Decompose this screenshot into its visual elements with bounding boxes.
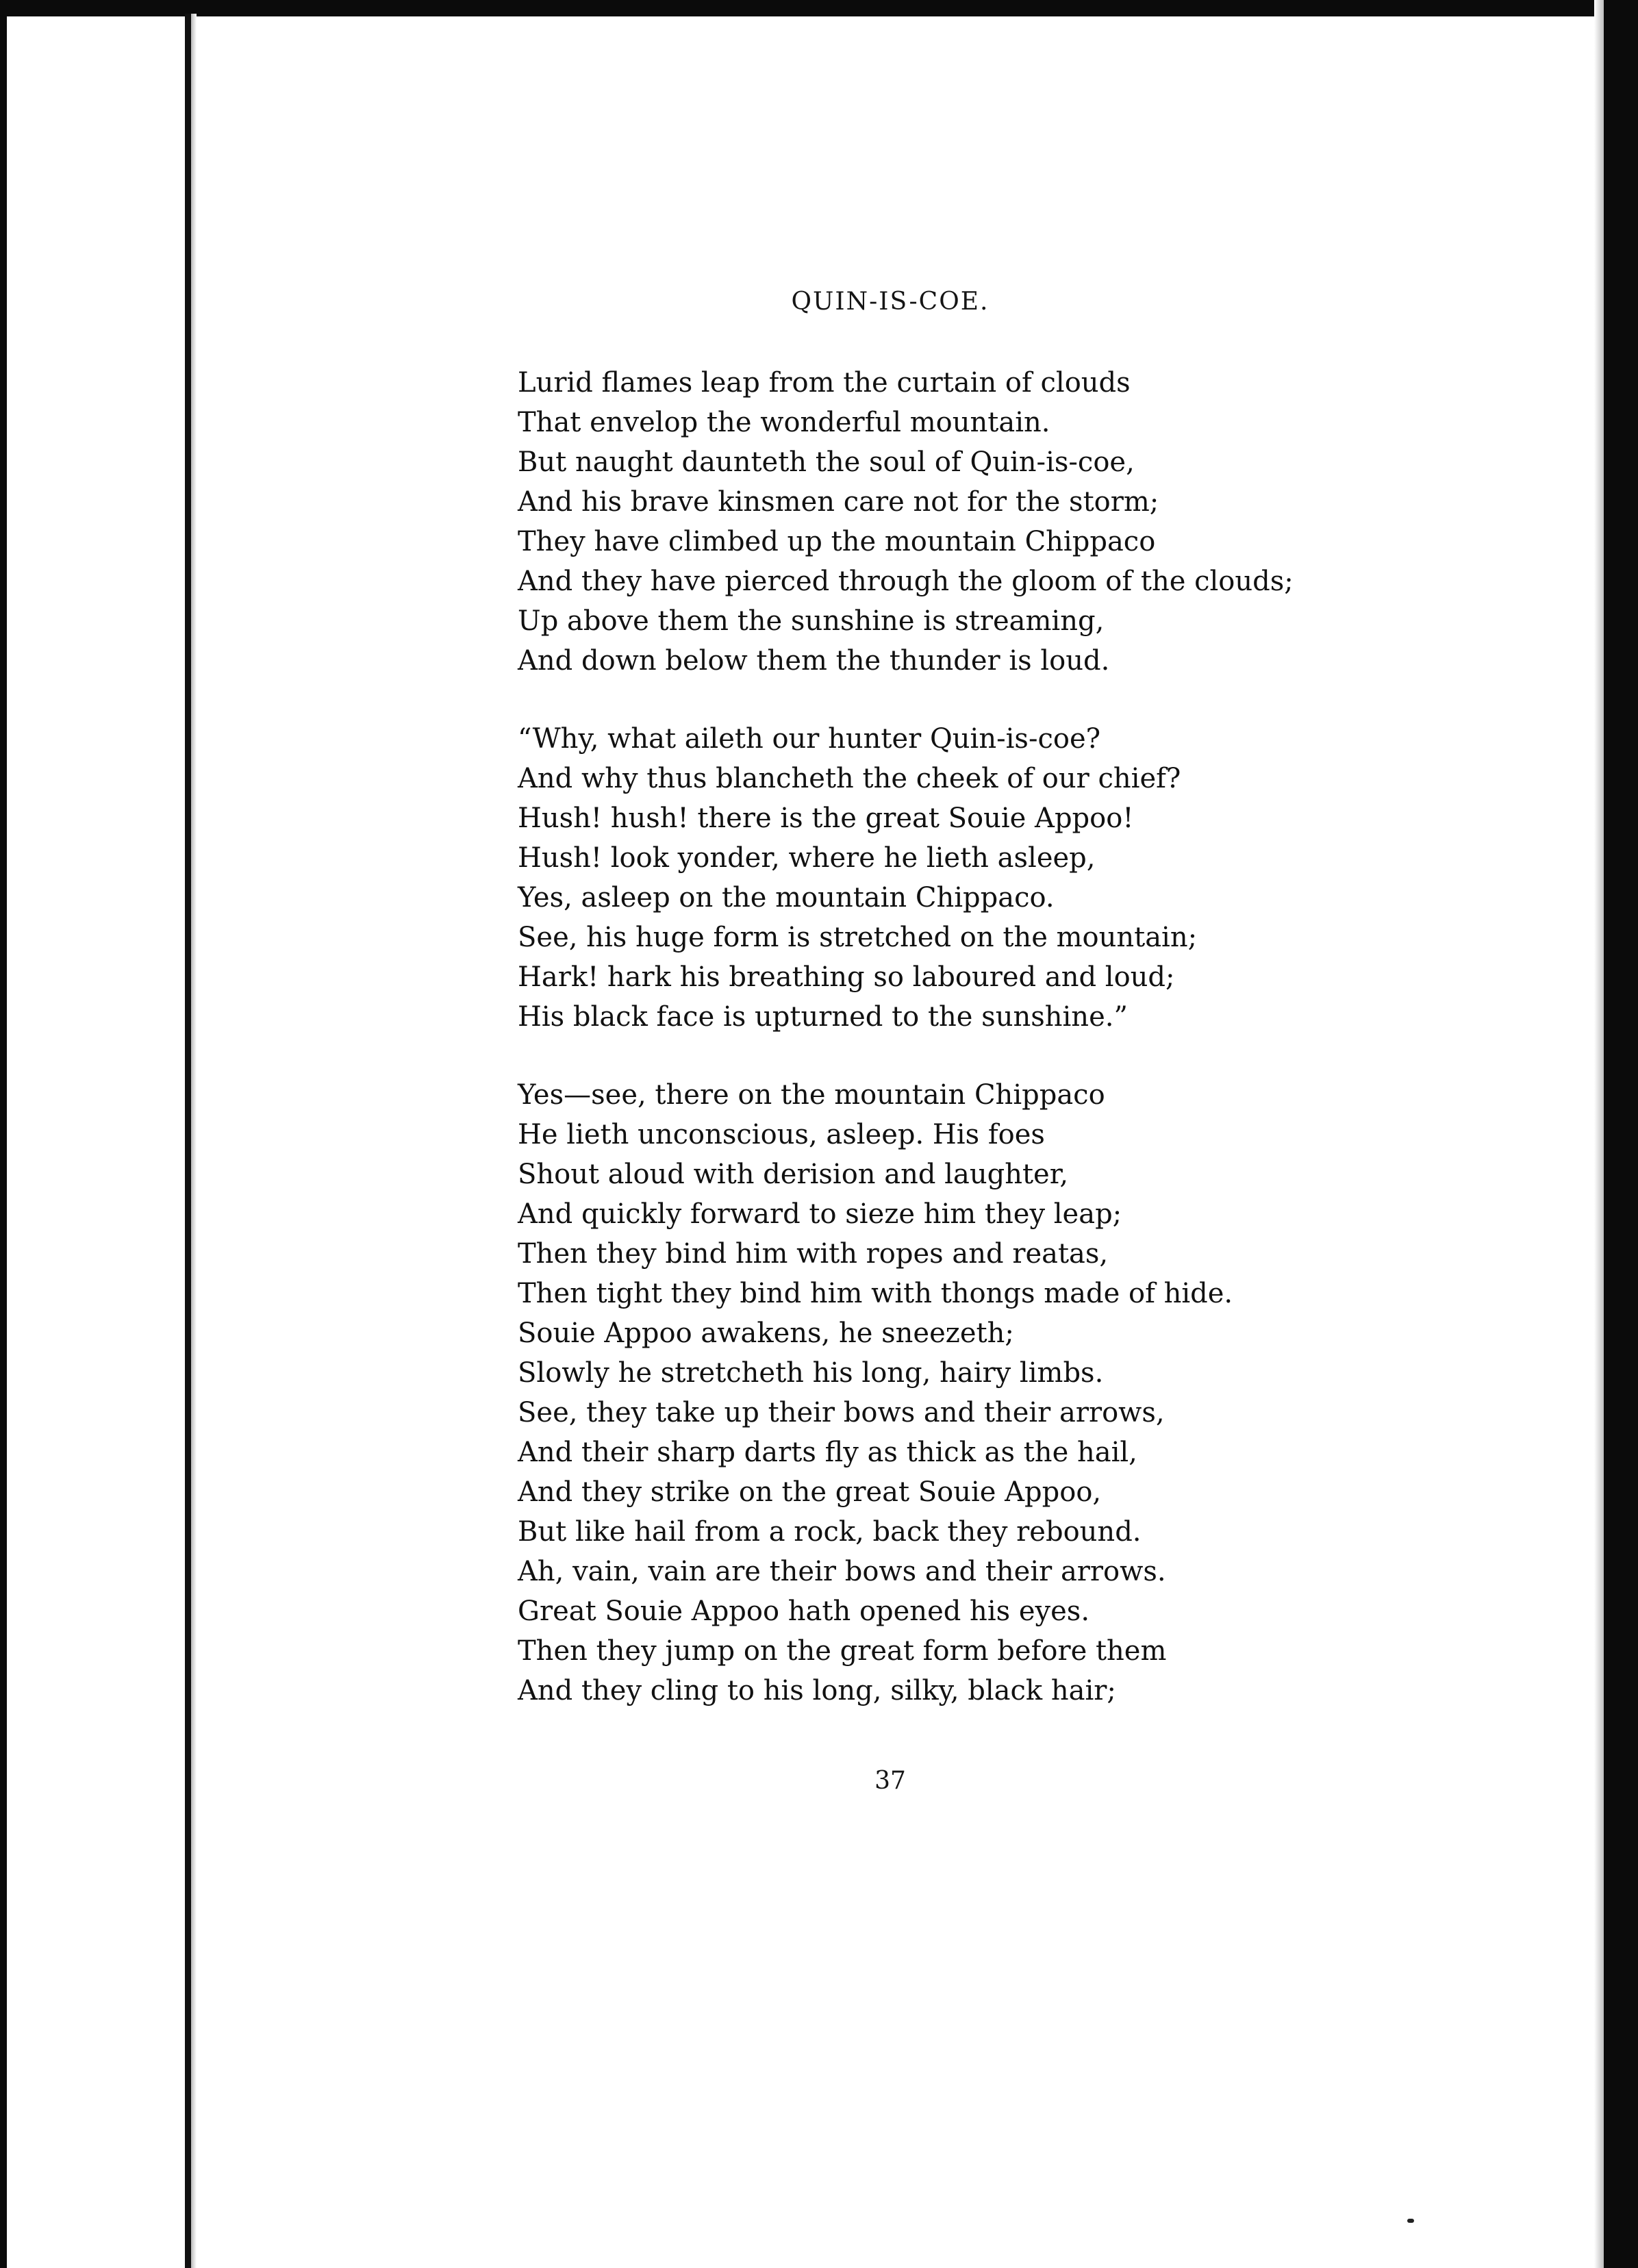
poem-line: Then tight they bind him with thongs made of hide. [518,1278,1233,1309]
poem-line: Great Souie Appoo hath opened his eyes. [518,1596,1090,1627]
stanza-1 [518,363,1339,681]
poem-line: And they strike on the great Souie Appoo, [518,1476,1102,1508]
book-gutter-shadow [191,14,197,2268]
poem-line: Souie Appoo awakens, he sneezeth; [518,1318,1014,1349]
poem-line: “Why, what aileth our hunter Quin-is-coe? [518,723,1101,755]
poem-line: His black face is upturned to the sunshine.” [518,1001,1128,1033]
page-title: QUIN-IS-COE. [791,288,990,316]
scan-top-border [0,0,1638,16]
poem-line: Ah, vain, vain are their bows and their arrows. [518,1556,1166,1587]
poem-line: That envelop the wonderful mountain. [518,407,1050,438]
poem-body [518,363,1339,1749]
poem-line: And quickly forward to sieze him they leap; [518,1198,1122,1230]
poem-line: And down below them the thunder is loud. [518,645,1110,677]
poem-line: But like hail from a rock, back they rebound. [518,1516,1142,1548]
poem-line: Yes—see, there on the mountain Chippaco [518,1079,1105,1111]
poem-line: Hark! hark his breathing so laboured and loud; [518,961,1175,993]
poem-line: See, they take up their bows and their arrows, [518,1397,1165,1428]
poem-line: He lieth unconscious, asleep. His foes [518,1119,1045,1150]
poem-line: Then they bind him with ropes and reatas, [518,1238,1109,1270]
poem-line: Slowly he stretcheth his long, hairy limbs. [518,1357,1104,1389]
page-number: 37 [874,1767,906,1795]
poem-line: And why thus blancheth the cheek of our chief? [518,763,1181,794]
poem-line: Then they jump on the great form before them [518,1635,1167,1667]
poem-line: Shout aloud with derision and laughter, [518,1159,1069,1190]
poem-line: Yes, asleep on the mountain Chippaco. [518,882,1055,914]
poem-line: But naught daunteth the soul of Quin-is-coe, [518,446,1135,478]
poem-line: Lurid flames leap from the curtain of clouds [518,367,1131,399]
poem-line: They have climbed up the mountain Chippaco [518,526,1156,557]
book-gutter-line [185,14,191,2268]
scan-right-border [1604,0,1638,2268]
stanza-2 [518,719,1339,1037]
poem-line: See, his huge form is stretched on the mountain; [518,922,1198,953]
scan-speck [1407,2219,1414,2223]
poem-line: And their sharp darts fly as thick as the hail, [518,1437,1137,1468]
page-edge-shadow [1594,0,1604,2268]
poem-line: And they have pierced through the gloom of the clouds; [518,566,1294,597]
stanza-3 [518,1075,1339,1711]
scan-left-border [0,0,7,2268]
poem-line: Up above them the sunshine is streaming, [518,605,1105,637]
poem-line: And they cling to his long, silky, black hair; [518,1675,1116,1706]
poem-line: And his brave kinsmen care not for the storm; [518,486,1159,518]
poem-line: Hush! look yonder, where he lieth asleep, [518,842,1096,874]
poem-line: Hush! hush! there is the great Souie Appoo! [518,803,1134,834]
